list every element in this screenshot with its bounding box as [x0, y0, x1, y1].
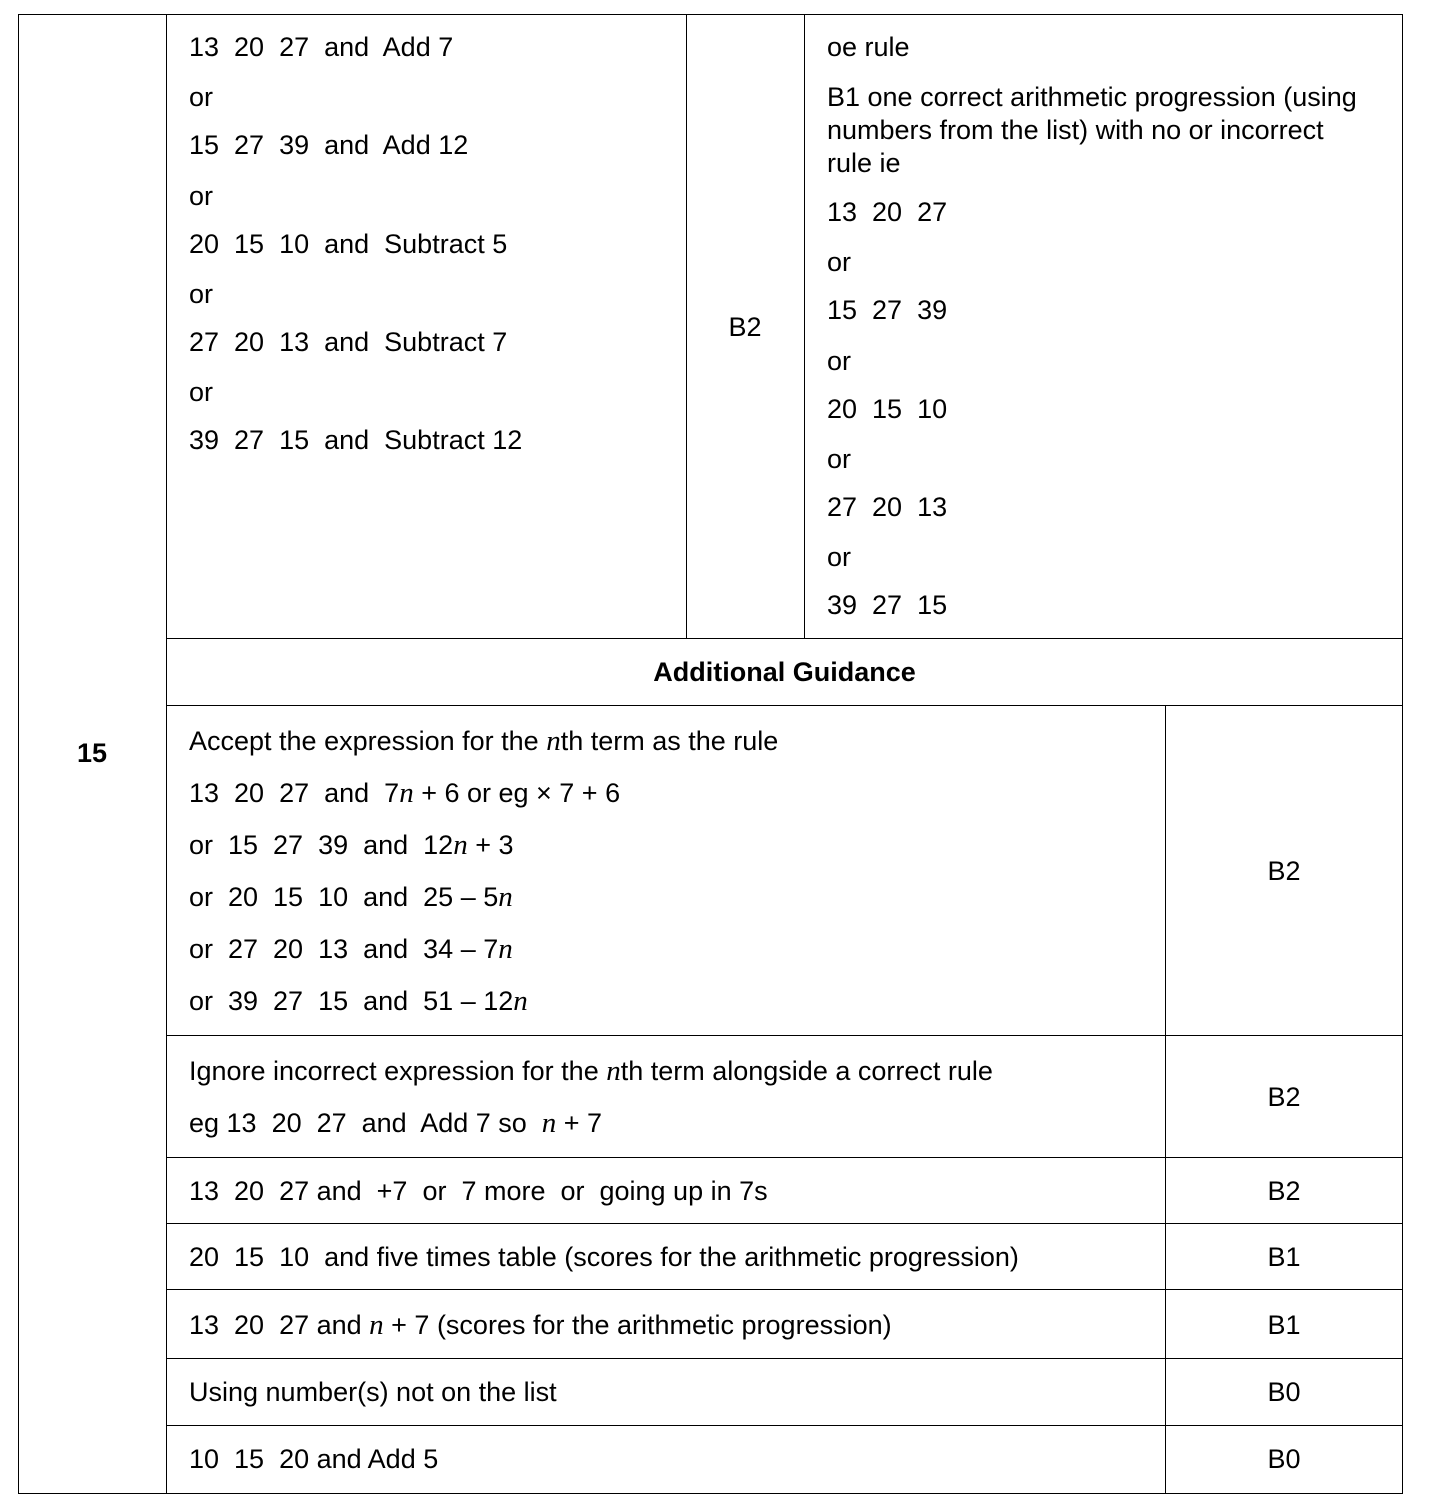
guidance-row3-mark: B2: [1267, 1176, 1301, 1206]
question-column-divider: [166, 14, 167, 1494]
comment-line: or: [827, 444, 852, 474]
guidance-row5-text: 13 20 27 and n + 7 (scores for the arithmetic progression): [189, 1309, 892, 1341]
guidance-row6-text: Using number(s) not on the list: [189, 1377, 557, 1407]
comment-line: 20 15 10: [827, 394, 948, 424]
comment-line: 13 20 27: [827, 197, 948, 227]
comment-line: or: [827, 542, 852, 572]
answer-line: 20 15 10 and Subtract 5: [189, 229, 508, 259]
answer-line: 39 27 15 and Subtract 12: [189, 425, 523, 455]
answer-line: or: [189, 82, 214, 112]
answer-line: 13 20 27 and Add 7: [189, 32, 454, 62]
guidance-row4-mark: B1: [1267, 1242, 1301, 1272]
guidance-row-border: [166, 1223, 1403, 1224]
guidance-row5-mark: B1: [1267, 1310, 1301, 1340]
guidance-top-border: [166, 638, 1403, 639]
comment-b1: B1 one correct arithmetic progression (using numbers from the list) with no or incorrect rule ie: [827, 82, 1357, 178]
guidance-row1-line: or 27 20 13 and 34 – 7n: [189, 933, 513, 965]
answer-line: or: [189, 377, 214, 407]
guidance-heading-border: [166, 705, 1403, 706]
guidance-row6-mark: B0: [1267, 1377, 1301, 1407]
answer-line: 27 20 13 and Subtract 7: [189, 327, 508, 357]
guidance-row1-line: or 20 15 10 and 25 – 5n: [189, 881, 513, 913]
comment-line: 39 27 15: [827, 590, 948, 620]
guidance-row2-mark: B2: [1267, 1082, 1301, 1112]
answer-line: or: [189, 181, 214, 211]
answer-mark: B2: [728, 312, 762, 342]
guidance-row1-intro: Accept the expression for the nth term as the rule: [189, 725, 779, 757]
guidance-row1-line: or 39 27 15 and 51 – 12n: [189, 985, 528, 1017]
guidance-row-border: [166, 1035, 1403, 1036]
comment-line: or: [827, 346, 852, 376]
guidance-row-border: [166, 1425, 1403, 1426]
guidance-row1-line: 13 20 27 and 7n + 6 or eg × 7 + 6: [189, 777, 621, 809]
answer-line: or: [189, 279, 214, 309]
comment-line: or: [827, 247, 852, 277]
guidance-heading: Additional Guidance: [653, 657, 916, 687]
comment-oe-rule: oe rule: [827, 32, 910, 62]
question-number: 15: [76, 738, 108, 768]
answer-line: 15 27 39 and Add 12: [189, 130, 469, 160]
guidance-row4-text: 20 15 10 and five times table (scores for the arithmetic progression): [189, 1242, 1019, 1272]
guidance-row7-text: 10 15 20 and Add 5: [189, 1444, 439, 1474]
comment-line: 27 20 13: [827, 492, 948, 522]
guidance-row-border: [166, 1157, 1403, 1158]
guidance-row-border: [166, 1358, 1403, 1359]
comment-line: 15 27 39: [827, 295, 948, 325]
mark-comment-divider: [804, 14, 805, 639]
guidance-row1-mark: B2: [1267, 856, 1301, 886]
guidance-row2-line: Ignore incorrect expression for the nth term alongside a correct rule: [189, 1055, 993, 1087]
guidance-row1-line: or 15 27 39 and 12n + 3: [189, 829, 514, 861]
guidance-row7-mark: B0: [1267, 1444, 1301, 1474]
guidance-row2-line: eg 13 20 27 and Add 7 so n + 7: [189, 1107, 603, 1139]
guidance-row-border: [166, 1289, 1403, 1290]
guidance-row3-text: 13 20 27 and +7 or 7 more or going up in 7s: [189, 1176, 768, 1206]
